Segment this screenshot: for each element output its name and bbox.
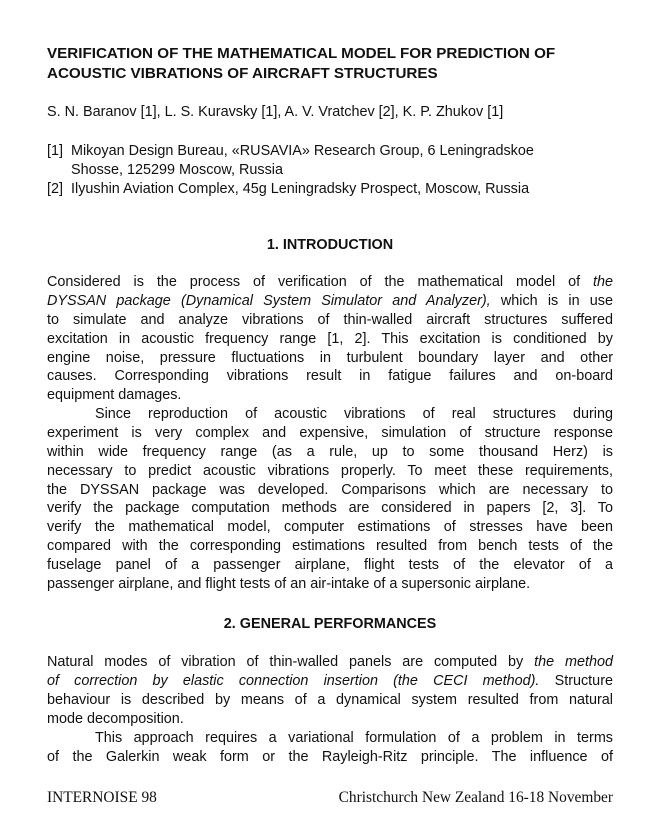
paper-title xyxy=(47,44,613,84)
footer-location-date: Christchurch New Zealand 16-18 November xyxy=(338,789,613,806)
text-line: to simulate and analyze vibrations of thin-walled aircraft structures suffered xyxy=(47,311,613,328)
section-2-heading: 2. GENERAL PERFORMANCES xyxy=(223,616,437,632)
text-line: of the Galerkin weak form or the Rayleigh-Ritz principle. The influence of xyxy=(47,748,613,765)
text-line: DYSSAN package (Dynamical System Simulator and Analyzer), which is in use xyxy=(47,292,613,309)
section-2-paragraph-1 xyxy=(47,653,613,729)
affiliation-2 xyxy=(47,180,613,199)
text-line: fuselage panel of a passenger airplane, flight tests of the elevator of a xyxy=(47,557,613,574)
text-line: excitation in acoustic frequency range [1, 2]. This excitation is conditioned by xyxy=(47,330,613,347)
affiliation-1-line-2: Shosse, 125299 Moscow, Russia xyxy=(71,162,283,178)
author-list: S. N. Baranov [1], L. S. Kuravsky [1], A. V. Vratchev [2], K. P. Zhukov [1] xyxy=(47,104,504,120)
section-1-heading: 1. INTRODUCTION xyxy=(266,237,394,253)
affiliation-2-number: [2] xyxy=(47,181,63,197)
title-line-1: VERIFICATION OF THE MATHEMATICAL MODEL FOR PREDICTION OF xyxy=(47,45,556,62)
text-line: within wide frequency range (as a rule, up to some thousand Herz) is xyxy=(47,443,613,460)
section-1-paragraph-2 xyxy=(47,405,613,594)
text-line: equipment damages. xyxy=(47,387,182,404)
text-line: compared with the corresponding estimations resulted from bench tests of the xyxy=(47,538,613,555)
section-1-paragraph-1 xyxy=(47,273,613,405)
affiliation-1-number: [1] xyxy=(47,143,63,159)
text-line: Since reproduction of acoustic vibrations of real structures during xyxy=(95,406,613,422)
text-line: mode decomposition. xyxy=(47,710,184,727)
affiliation-2-line-1: Ilyushin Aviation Complex, 45g Leningradsky Prospect, Moscow, Russia xyxy=(71,181,530,197)
text-line: Considered is the process of verification of the mathematical model of the xyxy=(47,274,613,290)
text-line: verify the package computation methods are considered in papers [2, 3]. To xyxy=(47,500,613,517)
section-2-paragraph-2 xyxy=(47,729,613,767)
affiliation-1 xyxy=(47,142,613,180)
text-line: verify the mathematical model, computer estimations of stresses have been xyxy=(47,519,613,536)
text-line: of correction by elastic connection insertion (the CECI method). Structure xyxy=(47,672,613,689)
text-line: causes. Corresponding vibrations result in fatigue failures and on-board xyxy=(47,368,613,385)
title-line-2: ACOUSTIC VIBRATIONS OF AIRCRAFT STRUCTURES xyxy=(47,65,438,82)
text-line: This approach requires a variational formulation of a problem in terms xyxy=(95,730,613,746)
affiliation-1-line-1: Mikoyan Design Bureau, «RUSAVIA» Research Group, 6 Leningradskoe xyxy=(71,143,534,159)
text-line: experiment is very complex and expensive, simulation of structure response xyxy=(47,424,613,441)
footer-conference: INTERNOISE 98 xyxy=(47,789,157,806)
text-line: Natural modes of vibration of thin-walled panels are computed by the method xyxy=(47,654,613,670)
text-line: the DYSSAN package was developed. Comparisons which are necessary to xyxy=(47,481,613,498)
text-line: passenger airplane, and flight tests of an air-intake of a supersonic airplane. xyxy=(47,576,531,593)
text-line: engine noise, pressure fluctuations in turbulent boundary layer and other xyxy=(47,349,613,366)
text-line: necessary to predict acoustic vibrations properly. To meet these requirements, xyxy=(47,462,613,479)
text-line: behaviour is described by means of a dynamical system resulted from natural xyxy=(47,691,613,708)
